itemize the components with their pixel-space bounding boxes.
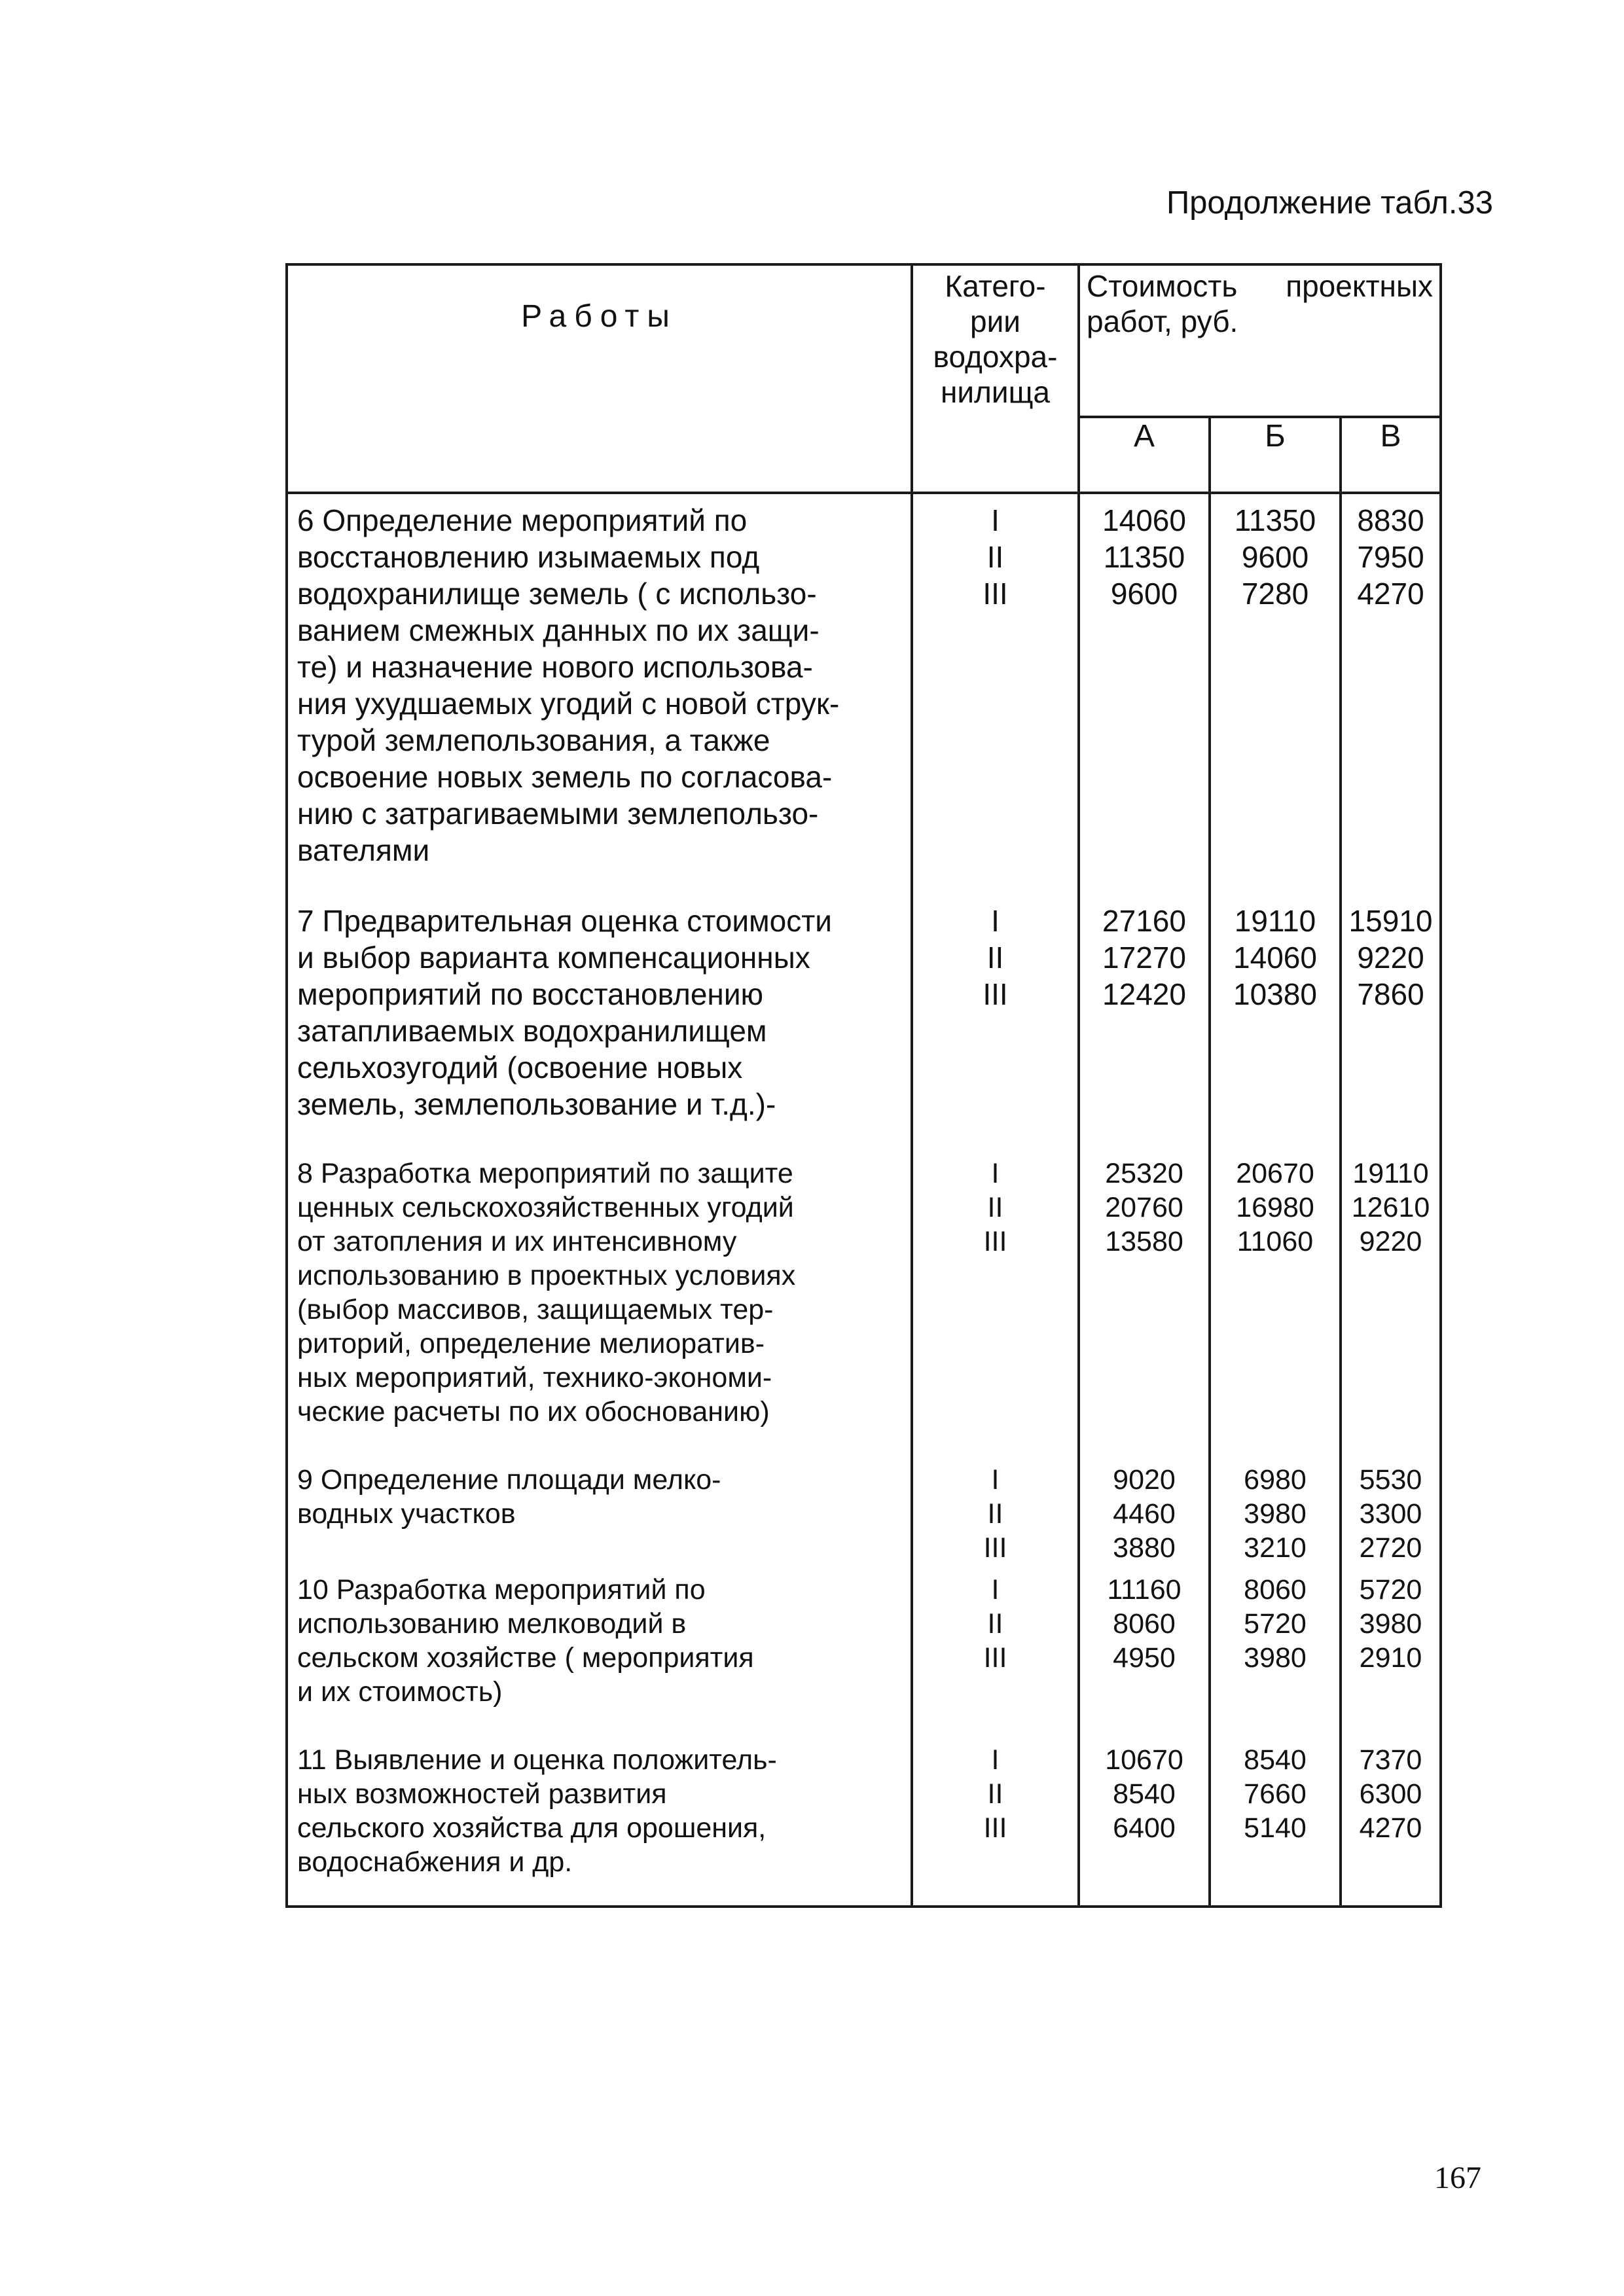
cost-a-cell: [1079, 493, 1210, 895]
cell-value: 5720: [1359, 1574, 1422, 1605]
cell-value: 7280: [1241, 577, 1309, 611]
cell-value: 5720: [1244, 1608, 1307, 1640]
cell-value: 20760: [1105, 1192, 1183, 1223]
cost-v-cell: [1341, 1149, 1441, 1455]
cell-value: 3980: [1244, 1642, 1307, 1674]
cell-value: 14060: [1233, 941, 1317, 975]
table-row: [287, 895, 1441, 1149]
cell-value: 7370: [1359, 1744, 1422, 1776]
work-line: сельского хозяйства для орошения,: [297, 1812, 767, 1844]
work-line: 7 Предварительная оценка стоимости: [297, 904, 832, 938]
cost-a-cell: [1079, 1455, 1210, 1565]
cell-value: III: [983, 1532, 1007, 1564]
work-line: нию с затрагиваемыми землепользо-: [297, 797, 819, 831]
cost-b-cell: [1210, 1735, 1341, 1907]
cell-value: 3880: [1113, 1532, 1176, 1564]
cell-value: 2910: [1359, 1642, 1422, 1674]
cell-value: 10380: [1233, 977, 1317, 1011]
cost-a-cell: [1079, 1149, 1210, 1455]
cell-value: 12610: [1351, 1192, 1430, 1223]
header-category: [912, 264, 1079, 493]
work-line: использованию мелководий в: [297, 1608, 687, 1640]
cost-b-cell: [1210, 1565, 1341, 1735]
header-category-line: рии: [970, 304, 1020, 338]
work-line: земель, землепользование и т.д.)-: [297, 1087, 776, 1121]
work-line: (выбор массивов, защищаемых тер-: [297, 1294, 774, 1325]
work-line: риторий, определение мелиоратив-: [297, 1328, 765, 1359]
work-line: турой землепользования, а также: [297, 723, 770, 757]
category-cell: [912, 1565, 1079, 1735]
cell-value: 16980: [1236, 1192, 1314, 1223]
header-cost: [1079, 264, 1441, 417]
cost-a-cell: [1079, 1565, 1210, 1735]
work-line: ценных сельскохозяйственных угодий: [297, 1192, 794, 1223]
work-line: освоение новых земель по согласова-: [297, 760, 833, 794]
cell-value: 3980: [1359, 1608, 1422, 1640]
cell-value: 11350: [1103, 540, 1185, 574]
cell-value: I: [991, 503, 1000, 537]
page-number: 167: [1434, 2161, 1481, 2195]
cell-value: III: [983, 977, 1008, 1011]
header-category-line: водохра-: [933, 340, 1058, 374]
cost-v-cell: [1341, 895, 1441, 1149]
cell-value: II: [987, 1192, 1003, 1223]
cost-v-cell: [1341, 1565, 1441, 1735]
cell-value: 9600: [1241, 540, 1309, 574]
header-col-b: Б: [1210, 417, 1341, 493]
cell-value: I: [991, 904, 1000, 938]
header-category-line: Катего-: [945, 269, 1046, 303]
cell-value: 8060: [1113, 1608, 1176, 1640]
cell-value: 14060: [1102, 503, 1186, 537]
work-line: 6 Определение мероприятий по: [297, 503, 748, 537]
cost-b-cell: [1210, 493, 1341, 895]
cell-value: 9220: [1357, 941, 1424, 975]
cell-value: 4270: [1359, 1812, 1422, 1844]
header-col-v: В: [1341, 417, 1441, 493]
cell-value: II: [986, 540, 1004, 574]
work-line: 8 Разработка мероприятий по защите: [297, 1158, 793, 1189]
cell-value: 17270: [1102, 941, 1186, 975]
cell-value: 4460: [1113, 1498, 1176, 1530]
cell-value: III: [983, 577, 1008, 611]
cell-value: 9220: [1359, 1226, 1422, 1257]
cell-value: 8540: [1244, 1744, 1307, 1776]
cell-value: 11060: [1236, 1226, 1314, 1257]
work-line: ных мероприятий, технико-экономи-: [297, 1362, 772, 1393]
work-line: водоснабжения и др.: [297, 1846, 573, 1878]
work-line: и их стоимость): [297, 1676, 503, 1708]
cost-table: [285, 263, 1442, 1908]
category-cell: [912, 1455, 1079, 1565]
work-line: 9 Определение площади мелко-: [297, 1464, 721, 1496]
work-line: сельском хозяйстве ( мероприятия: [297, 1642, 754, 1674]
cell-value: 8830: [1357, 503, 1424, 537]
cost-a-cell: [1079, 895, 1210, 1149]
cell-value: 27160: [1102, 904, 1186, 938]
category-cell: [912, 493, 1079, 895]
cell-value: I: [991, 1158, 1000, 1189]
work-line: те) и назначение нового использова-: [297, 650, 813, 684]
cell-value: I: [991, 1574, 1000, 1605]
cell-value: 15910: [1348, 904, 1433, 938]
cell-value: 19110: [1234, 904, 1316, 938]
cell-value: 13580: [1105, 1226, 1183, 1257]
table-row: [287, 1735, 1441, 1907]
cell-value: II: [987, 1498, 1003, 1530]
work-line: ния ухудшаемых угодий с новой струк-: [297, 687, 840, 721]
work-line: водных участков: [297, 1498, 516, 1530]
cost-v-cell: [1341, 1735, 1441, 1907]
work-description: [287, 1149, 912, 1455]
work-line: 10 Разработка мероприятий по: [297, 1574, 706, 1605]
work-line: восстановлению изымаемых под: [297, 540, 760, 574]
cell-value: 5530: [1359, 1464, 1422, 1496]
work-line: затапливаемых водохранилищем: [297, 1014, 767, 1048]
cell-value: II: [986, 941, 1004, 975]
cost-b-cell: [1210, 1455, 1341, 1565]
header-cost-word: Стоимость: [1087, 269, 1238, 303]
work-line: вателями: [297, 833, 430, 867]
work-line: ванием смежных данных по их защи-: [297, 613, 820, 647]
cell-value: 11350: [1234, 503, 1316, 537]
cell-value: 8540: [1113, 1778, 1176, 1810]
work-description: [287, 895, 912, 1149]
cell-value: 4270: [1357, 577, 1424, 611]
cell-value: 4950: [1113, 1642, 1176, 1674]
header-category-line: нилища: [940, 375, 1051, 409]
work-line: сельхозугодий (освоение новых: [297, 1050, 743, 1085]
header-cost-line2: работ, руб.: [1087, 304, 1238, 338]
work-line: от затопления и их интенсивному: [297, 1226, 737, 1257]
category-cell: [912, 1735, 1079, 1907]
work-line: мероприятий по восстановлению: [297, 977, 764, 1011]
cell-value: III: [983, 1642, 1007, 1674]
cell-value: 19110: [1352, 1158, 1429, 1189]
work-description: [287, 493, 912, 895]
cell-value: 3210: [1244, 1532, 1307, 1564]
table-row: [287, 1149, 1441, 1455]
work-description: [287, 1735, 912, 1907]
cell-value: 12420: [1102, 977, 1186, 1011]
cost-v-cell: [1341, 1455, 1441, 1565]
cost-a-cell: [1079, 1735, 1210, 1907]
work-description: [287, 1565, 912, 1735]
cell-value: III: [983, 1812, 1007, 1844]
table-row: [287, 493, 1441, 895]
cell-value: 6980: [1244, 1464, 1307, 1496]
table-caption: Продолжение табл.33: [1166, 185, 1493, 221]
cost-v-cell: [1341, 493, 1441, 895]
header-cost-word: проектных: [1286, 269, 1434, 303]
table-row: [287, 1565, 1441, 1735]
header-col-a: А: [1079, 417, 1210, 493]
cell-value: 10670: [1105, 1744, 1183, 1776]
work-line: водохранилище земель ( с использо-: [297, 577, 817, 611]
work-line: 11 Выявление и оценка положитель-: [297, 1744, 777, 1776]
category-cell: [912, 1149, 1079, 1455]
cell-value: 7950: [1357, 540, 1424, 574]
work-line: ных возможностей развития: [297, 1778, 667, 1810]
cell-value: 7860: [1357, 977, 1424, 1011]
cell-value: II: [987, 1778, 1003, 1810]
table-row: [287, 1455, 1441, 1565]
cell-value: II: [987, 1608, 1003, 1640]
cell-value: 9600: [1110, 577, 1178, 611]
cell-value: 2720: [1359, 1532, 1422, 1564]
cell-value: 3300: [1359, 1498, 1422, 1530]
cell-value: 3980: [1244, 1498, 1307, 1530]
category-cell: [912, 895, 1079, 1149]
cell-value: 25320: [1105, 1158, 1183, 1189]
cell-value: I: [991, 1464, 1000, 1496]
cell-value: 6400: [1113, 1812, 1176, 1844]
cell-value: 11160: [1107, 1574, 1182, 1605]
cell-value: 20670: [1236, 1158, 1314, 1189]
work-line: использованию в проектных условиях: [297, 1260, 796, 1291]
header-works: Работы: [287, 264, 912, 493]
cost-b-cell: [1210, 1149, 1341, 1455]
cell-value: 9020: [1113, 1464, 1176, 1496]
work-line: ческие расчеты по их обоснованию): [297, 1396, 770, 1427]
cell-value: 5140: [1244, 1812, 1307, 1844]
cell-value: III: [983, 1226, 1007, 1257]
cell-value: 7660: [1244, 1778, 1307, 1810]
work-line: и выбор варианта компенсационных: [297, 941, 810, 975]
cell-value: 8060: [1244, 1574, 1307, 1605]
cell-value: 6300: [1359, 1778, 1422, 1810]
work-description: [287, 1455, 912, 1565]
cell-value: I: [991, 1744, 1000, 1776]
cost-b-cell: [1210, 895, 1341, 1149]
